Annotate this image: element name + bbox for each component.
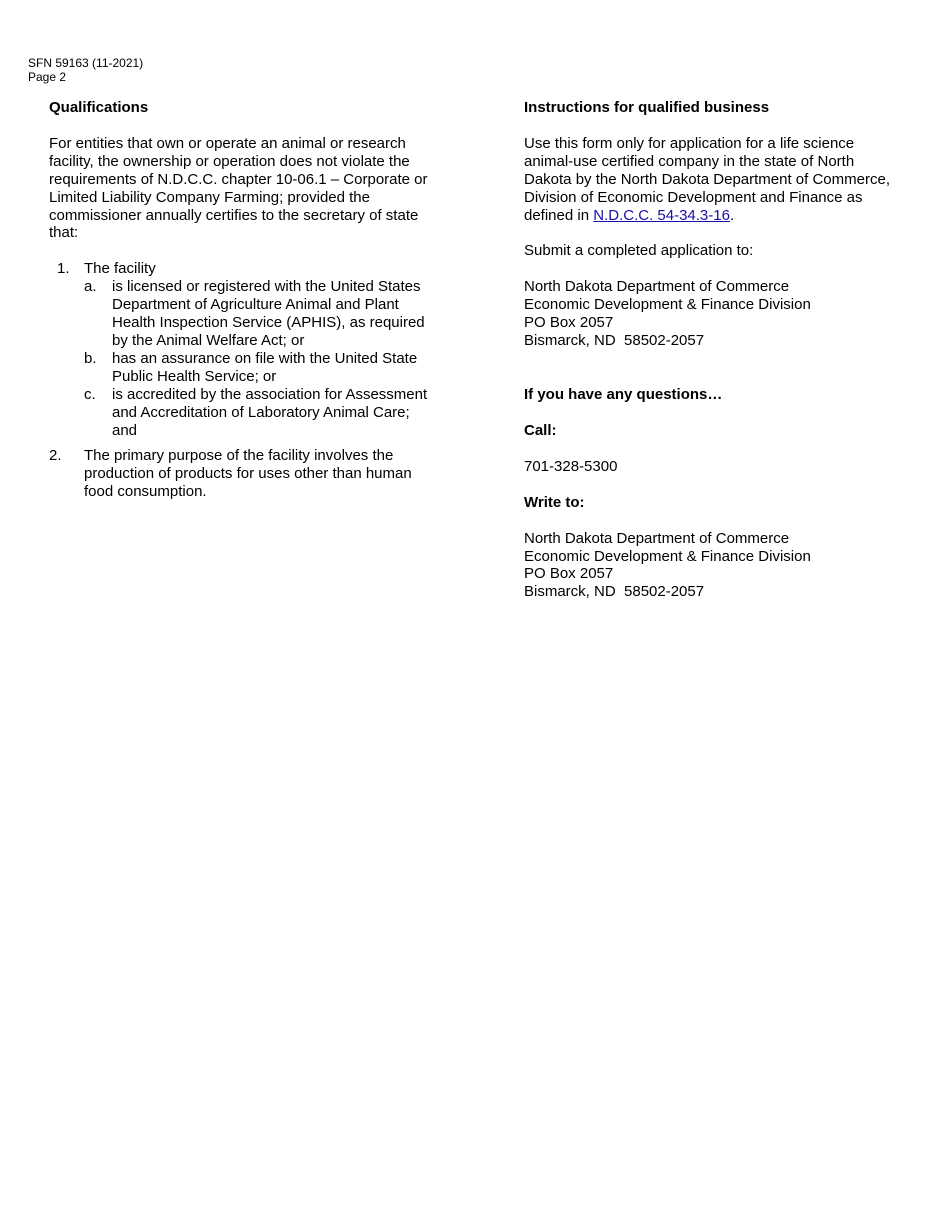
questions-heading: If you have any questions… — [524, 385, 723, 403]
sub-list-item-letter: b. — [84, 349, 97, 367]
list-item-text: The facility — [84, 260, 156, 278]
address-line: Economic Development & Finance Division — [524, 547, 811, 565]
list-item — [49, 260, 429, 439]
qualifications-intro: For entities that own or operate an animal or research facility, the ownership or operation does not violate the requirements of N.D.C.C. chapter 10-06.1 – Corporate or Limited Liability Company Farming; provided the commissioner annually certifies to the secretary of state that: — [49, 134, 428, 242]
sub-list-item-text: is accredited by the association for Assessment and Accreditation of Laboratory Animal Care; and — [112, 385, 428, 439]
write-address — [524, 530, 894, 602]
list-item-text: The primary purpose of the facility involves the production of products for uses other than human food consumption. — [84, 447, 412, 501]
submit-address — [524, 278, 894, 350]
sub-list-item — [84, 278, 429, 350]
instructions-section — [524, 99, 894, 601]
list-item-number: 2. — [49, 447, 62, 465]
address-line: Bismarck, ND 58502-2057 — [524, 583, 705, 601]
submit-label: Submit a completed application to: — [524, 242, 754, 260]
qualifications-section — [49, 99, 429, 501]
list-item — [49, 447, 429, 501]
instructions-heading: Instructions for qualified business — [524, 99, 770, 116]
call-label: Call: — [524, 421, 557, 439]
list-item-number: 1. — [57, 260, 70, 278]
address-line: North Dakota Department of Commerce — [524, 278, 790, 296]
form-number: SFN 59163 (11-2021) — [28, 56, 144, 70]
sub-list-item-text: is licensed or registered with the United States Department of Agriculture Animal and Plant Health Inspection Service (APHIS), as required by the Animal Welfare Act; or — [112, 278, 425, 349]
instructions-text: Use this form only for application for a life science animal-use certified company in the state of North Dakota by the North Dakota Department of Commerce, Division of Economic Development and Finance as defined in — [524, 134, 890, 224]
sub-list-item — [84, 350, 429, 386]
instructions-paragraph — [524, 135, 894, 225]
sub-list-item-letter: a. — [84, 278, 97, 296]
form-header — [28, 56, 143, 84]
sub-list-item-letter: c. — [84, 385, 96, 403]
address-line: North Dakota Department of Commerce — [524, 529, 790, 547]
write-label: Write to: — [524, 493, 585, 511]
statute-link[interactable]: N.D.C.C. 54-34.3-16 — [593, 206, 730, 224]
qualifications-heading: Qualifications — [49, 99, 149, 116]
page-number: Page 2 — [28, 70, 67, 84]
address-line: Bismarck, ND 58502-2057 — [524, 332, 705, 350]
address-line: PO Box 2057 — [524, 314, 614, 332]
phone-number: 701-328-5300 — [524, 457, 618, 475]
address-line: Economic Development & Finance Division — [524, 296, 811, 314]
sub-list-item — [84, 386, 429, 440]
sub-list-item-text: has an assurance on file with the United State Public Health Service; or — [112, 349, 418, 385]
address-line: PO Box 2057 — [524, 565, 614, 583]
instructions-period: . — [729, 206, 735, 224]
qualifications-list — [49, 260, 429, 501]
